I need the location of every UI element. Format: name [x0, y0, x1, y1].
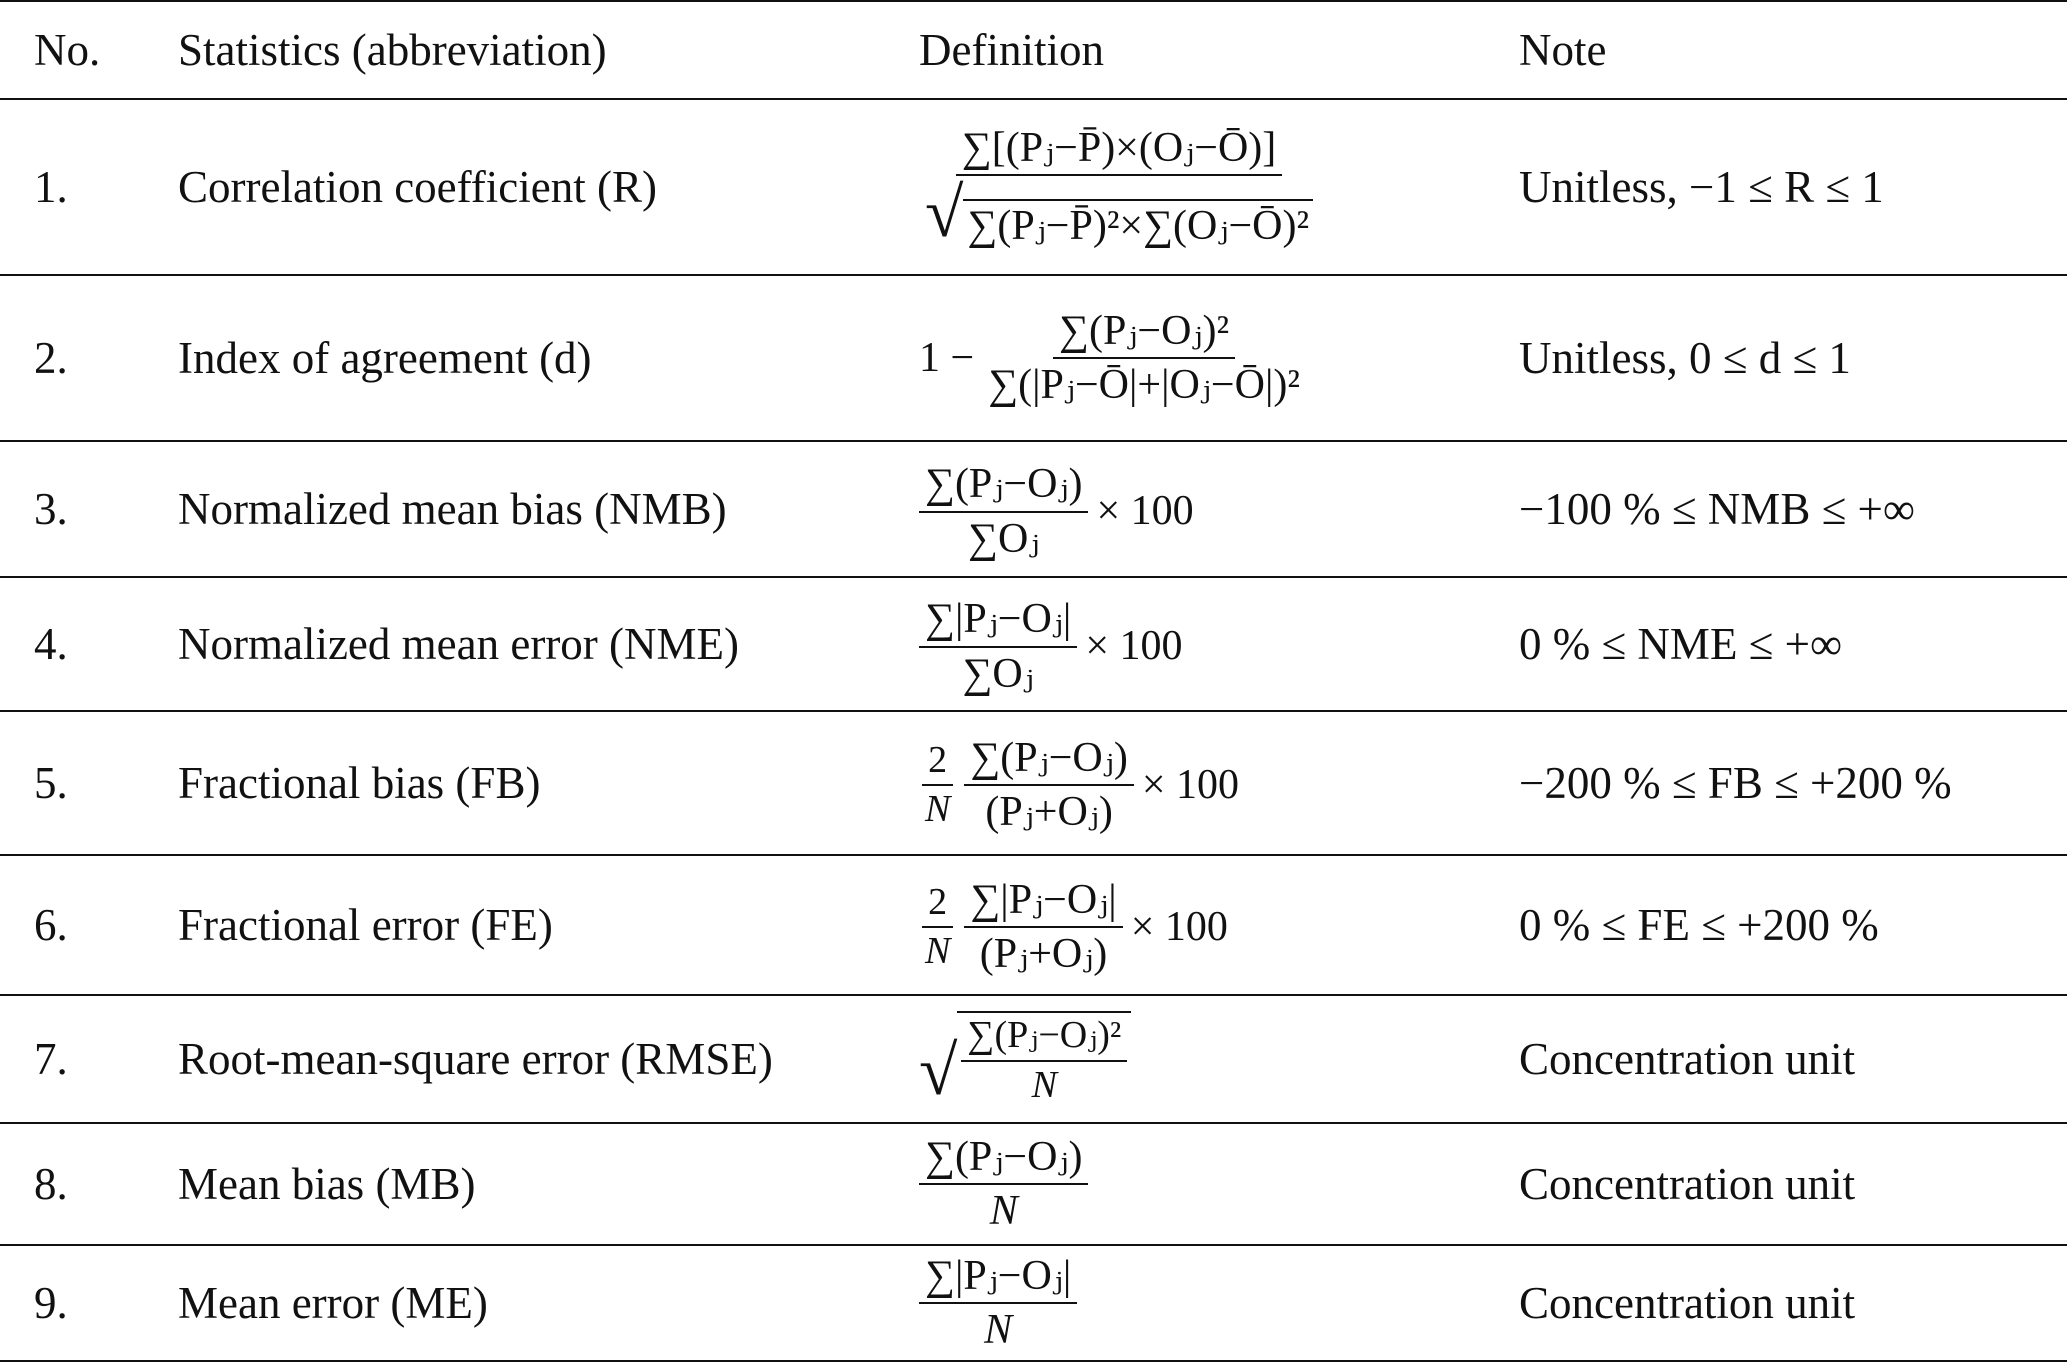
formula [919, 877, 1228, 977]
prefactor-denominator: N [925, 930, 951, 973]
prefactor-denominator: N [925, 788, 951, 831]
row-number: 5. [34, 758, 68, 808]
formula-prefix: 1 − [919, 334, 975, 381]
row-statistic: Fractional error (FE) [178, 900, 553, 950]
formula-fraction [982, 308, 1306, 408]
row-definition [919, 855, 1519, 995]
row-note: Concentration unit [1519, 1034, 1856, 1084]
formula-numerator: ∑(Pⱼ−Oⱼ) [919, 1134, 1088, 1185]
row-note: Concentration unit [1519, 1159, 1856, 1209]
table-row [0, 275, 2067, 441]
table-row [0, 1123, 2067, 1245]
formula-fraction [919, 461, 1088, 561]
prefactor-numerator: 2 [922, 882, 953, 929]
formula-numerator: ∑|Pⱼ−Oⱼ| [964, 877, 1122, 928]
header-definition: Definition [919, 25, 1104, 75]
table-row [0, 441, 2067, 577]
table-row [0, 577, 2067, 711]
row-definition [919, 441, 1519, 577]
table-row [0, 1245, 2067, 1361]
row-note: 0 % ≤ NME ≤ +∞ [1519, 619, 1843, 669]
row-statistic: Mean error (ME) [178, 1278, 488, 1328]
row-definition [919, 995, 1519, 1123]
row-statistic: Index of agreement (d) [178, 333, 592, 383]
row-definition [919, 1123, 1519, 1245]
square-root [919, 1011, 1131, 1110]
formula-numerator: ∑|Pⱼ−Oⱼ| [919, 596, 1077, 647]
formula-fraction [964, 735, 1133, 835]
formula-suffix: × 100 [1141, 762, 1240, 809]
row-number: 6. [34, 900, 68, 950]
row-definition [919, 711, 1519, 855]
formula-prefactor [919, 740, 956, 832]
row-number: 8. [34, 1159, 68, 1209]
row-note: 0 % ≤ FE ≤ +200 % [1519, 900, 1879, 950]
radicand [957, 1011, 1131, 1107]
formula-denominator: ∑Oⱼ [968, 515, 1040, 562]
row-statistic: Normalized mean bias (NMB) [178, 484, 727, 534]
formula-fraction [964, 877, 1122, 977]
table-row [0, 995, 2067, 1123]
table-row [0, 99, 2067, 275]
formula-numerator: ∑(Pⱼ−Oⱼ)² [1053, 308, 1235, 359]
formula-denominator: (Pⱼ+Oⱼ) [979, 931, 1108, 978]
row-number: 1. [34, 162, 68, 212]
formula-fraction [919, 1134, 1088, 1234]
radical-sign-icon: √ [919, 1032, 958, 1110]
formula-denominator: N [1031, 1064, 1058, 1106]
formula-denominator [919, 175, 1319, 253]
header-statistics: Statistics (abbreviation) [178, 25, 607, 75]
row-definition [919, 577, 1519, 711]
row-statistic: Correlation coefficient (R) [178, 162, 657, 212]
row-note: −100 % ≤ NMB ≤ +∞ [1519, 484, 1915, 534]
radicand: ∑(Pⱼ−P̄)²×∑(Oⱼ−Ō)² [963, 199, 1313, 249]
row-note: Concentration unit [1519, 1278, 1856, 1328]
formula-suffix: × 100 [1096, 488, 1194, 535]
formula-numerator: ∑(Pⱼ−Oⱼ) [919, 461, 1088, 512]
row-statistic: Mean bias (MB) [178, 1159, 476, 1209]
radical-sign-icon: √ [925, 175, 964, 253]
row-statistic: Fractional bias (FB) [178, 758, 541, 808]
formula [919, 735, 1239, 835]
row-definition [919, 1245, 1519, 1361]
table-row [0, 711, 2067, 855]
formula-numerator: ∑(Pⱼ−Oⱼ)² [961, 1015, 1127, 1062]
row-number: 9. [34, 1278, 68, 1328]
formula-denominator: (Pⱼ+Oⱼ) [985, 789, 1113, 836]
row-number: 3. [34, 484, 68, 534]
formula-fraction [919, 124, 1319, 253]
row-note: Unitless, −1 ≤ R ≤ 1 [1519, 162, 1884, 212]
row-statistic: Root-mean-square error (RMSE) [178, 1034, 773, 1084]
formula-suffix: × 100 [1085, 623, 1183, 670]
formula-numerator: ∑[(Pⱼ−P̄)×(Oⱼ−Ō)] [956, 125, 1283, 176]
formula-denominator: N [989, 1188, 1018, 1234]
header-note: Note [1519, 25, 1607, 75]
row-number: 2. [34, 333, 68, 383]
table-row [0, 855, 2067, 995]
formula-numerator: ∑|Pⱼ−Oⱼ| [919, 1253, 1077, 1304]
row-definition [919, 275, 1519, 441]
formula-fraction [919, 1253, 1077, 1353]
row-definition [919, 99, 1519, 275]
formula [919, 596, 1183, 696]
formula-denominator: N [984, 1307, 1013, 1353]
formula-suffix: × 100 [1130, 904, 1228, 951]
formula-fraction [919, 596, 1077, 696]
formula-denominator: ∑(|Pⱼ−Ō|+|Oⱼ−Ō|)² [988, 362, 1300, 408]
formula-prefactor [919, 882, 956, 974]
row-statistic: Normalized mean error (NME) [178, 619, 740, 669]
header-no: No. [34, 25, 101, 75]
formula-numerator: ∑(Pⱼ−Oⱼ) [964, 735, 1133, 786]
prefactor-numerator: 2 [922, 740, 953, 787]
row-number: 4. [34, 619, 68, 669]
row-note: Unitless, 0 ≤ d ≤ 1 [1519, 333, 1851, 383]
formula [919, 308, 1306, 408]
header-row [0, 1, 2067, 99]
square-root [925, 175, 1313, 253]
row-number: 7. [34, 1034, 68, 1084]
row-note: −200 % ≤ FB ≤ +200 % [1519, 758, 1952, 808]
formula [919, 461, 1194, 561]
formula-fraction [961, 1015, 1127, 1107]
formula-denominator: ∑Oⱼ [962, 650, 1034, 697]
